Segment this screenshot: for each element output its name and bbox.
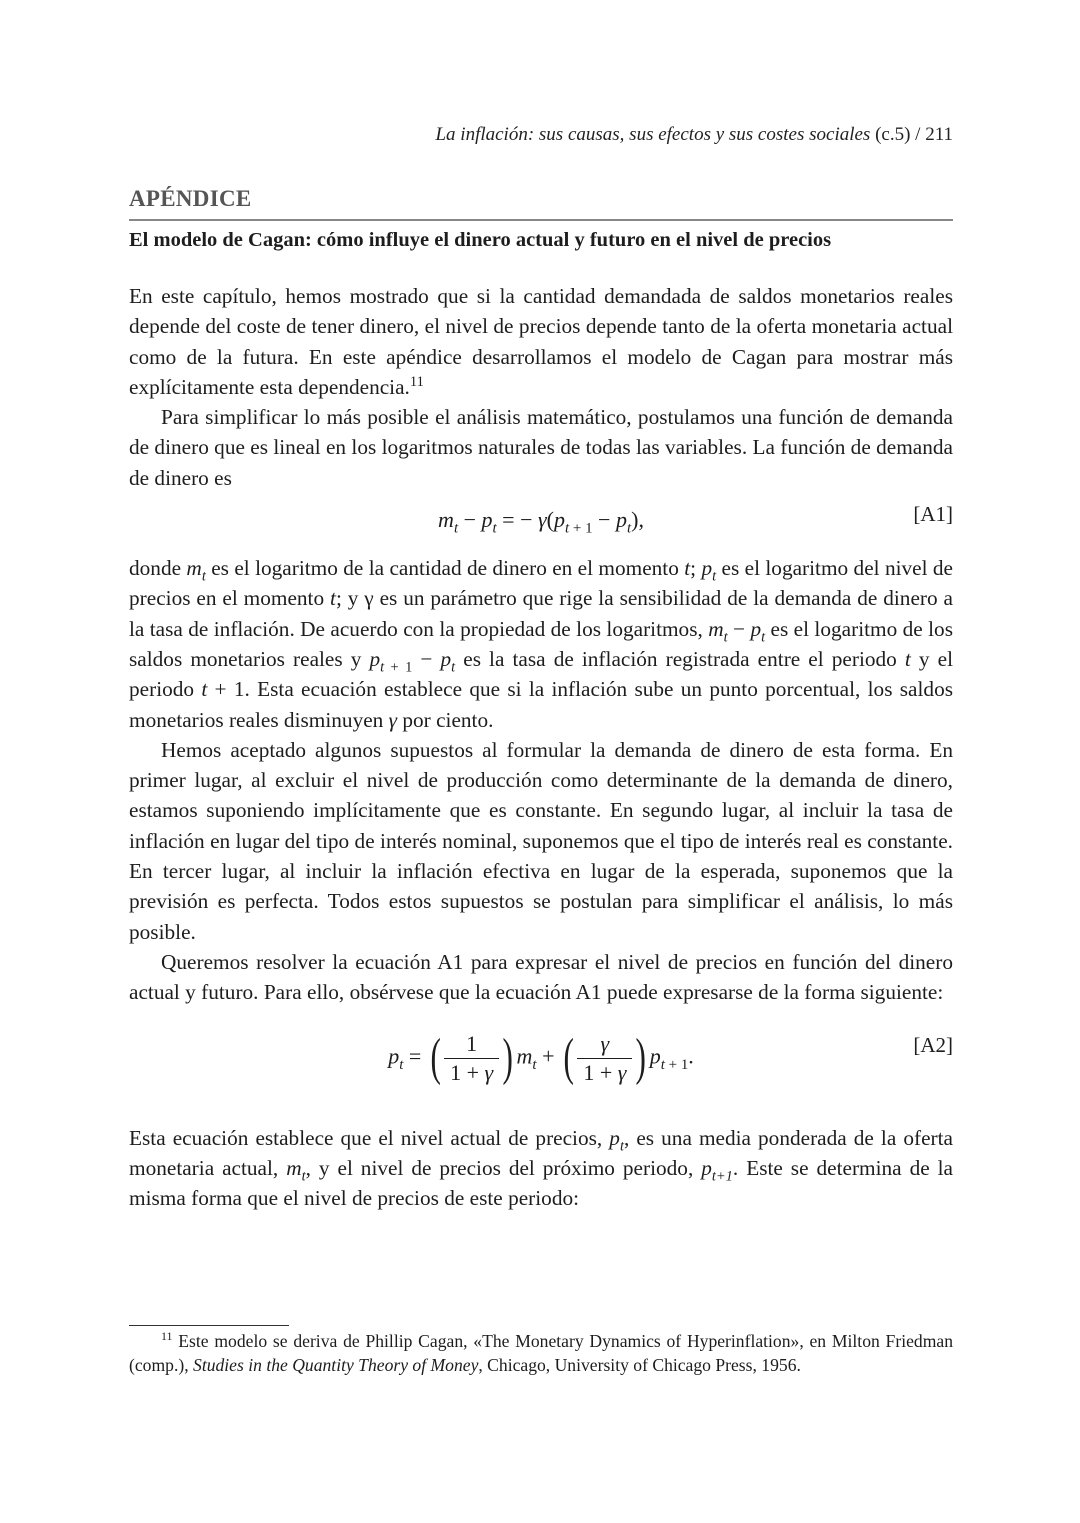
equation-a2: [129, 1008, 953, 1123]
footnote-rule: [129, 1325, 289, 1326]
paragraph-1: [129, 281, 953, 402]
paragraph-3: donde $m_t$ es el logaritmo de la cantidad de dinero en el momento t; $p_t$ es el logaritmo del nivel de precios en el momento t; y γ es un parámetro que rige la sensibilidad de la demanda de dinero a la tasa de inflación. De acuerdo con la propiedad de los logaritmos, $m_t - p_t$ es el logaritmo de los saldos monetarios reales y $p_{t + 1} - p_t$ es la tasa de inflación registrada entre el periodo t y el periodo t + 1. Esta ecuación establece que si la inflación sube un punto porcentual, los saldos monetarios reales disminuyen γ por ciento.: [129, 556, 953, 732]
paragraph-1-text: En este capítulo, hemos mostrado que si la cantidad demandada de saldos monetarios reales depende del coste de tener dinero, el nivel de precios depende tanto de la oferta monetaria actual como de la futura. En este apéndice desarrollamos el modelo de Cagan para mostrar más explícitamente esta dependencia.: [129, 284, 953, 399]
paragraph-6: Esta ecuación establece que el nivel actual de precios, $p_t$, es una media ponderada de la oferta monetaria actual, $m_t$, y el nivel de precios del próximo periodo, $p_{t+1}$. Este se determina de la misma forma que el nivel de precios de este periodo:: [129, 1125, 954, 1211]
footnote: $^{11}$ Este modelo se deriva de Phillip Cagan, «The Monetary Dynamics of Hyperinflation», en Milton Friedman (comp.), Studies in the Quantity Theory of Money, Chicago, University of Chicago Press, 1956.: [129, 1329, 953, 1375]
equation-a2-label: [A2]: [913, 1032, 953, 1057]
paragraph-2: Para simplificar lo más posible el análisis matemático, postulamos una función de demanda de dinero que es lineal en los logaritmos naturales de todas las variables. La función de demanda de dinero es: [129, 405, 953, 490]
page-number: 211: [925, 124, 953, 145]
title-rule: [129, 219, 953, 221]
running-head: [435, 124, 953, 146]
footnote-book-title: Studies in the Quantity Theory of Money: [193, 1354, 479, 1375]
equation-a1-label: [A1]: [913, 502, 953, 527]
paragraph-5: Queremos resolver la ecuación A1 para expresar el nivel de precios en función del dinero actual y futuro. Para ello, obsérvese que la ecuación A1 puede expresarse de la forma siguiente:: [129, 949, 953, 1005]
equation-a1: [129, 493, 953, 553]
running-head-separator: /: [915, 124, 921, 145]
footnote-ref: 11: [409, 373, 424, 390]
equation-a2-expression: $p_t$ = ( $\frac{1}{1 + \gamma}$ ) $m_t$ + ( $\frac{\gamma}{1 + \gamma}$ ) $p_{t + 1}$.: [388, 1029, 694, 1087]
running-head-title: La inflación: sus causas, sus efectos y sus costes sociales: [435, 124, 871, 145]
section-title: El modelo de Cagan: cómo influye el dinero actual y futuro en el nivel de precios: [129, 229, 832, 251]
equation-a1-expression: $m_t - p_t$ = − $\gamma(p_{t + 1} - p_t)$,: [438, 507, 644, 537]
footnote-number: 11: [161, 1329, 173, 1344]
footnote-text: Este modelo se deriva de Phillip Cagan, «The Monetary Dynamics of Hyperinflation», en Milton Friedman (comp.),: [129, 1331, 953, 1375]
running-head-chapter: (c.5): [875, 124, 911, 145]
body-text: [129, 281, 953, 1213]
paragraph-4: Hemos aceptado algunos supuestos al formular la demanda de dinero de esta forma. En primer lugar, al excluir el nivel de producción como determinante de la demanda de dinero, estamos suponiendo implícitamente que es constante. En segundo lugar, al incluir la tasa de inflación en lugar del tipo de interés nominal, suponemos que el tipo de interés real es constante. En tercer lugar, al incluir la inflación efectiva en lugar de la esperada, suponemos que la previsión es perfecta. Todos estos supuestos se postulan para simplificar el análisis, lo más posible.: [129, 737, 953, 944]
appendix-title: APÉNDICE: [129, 186, 252, 211]
